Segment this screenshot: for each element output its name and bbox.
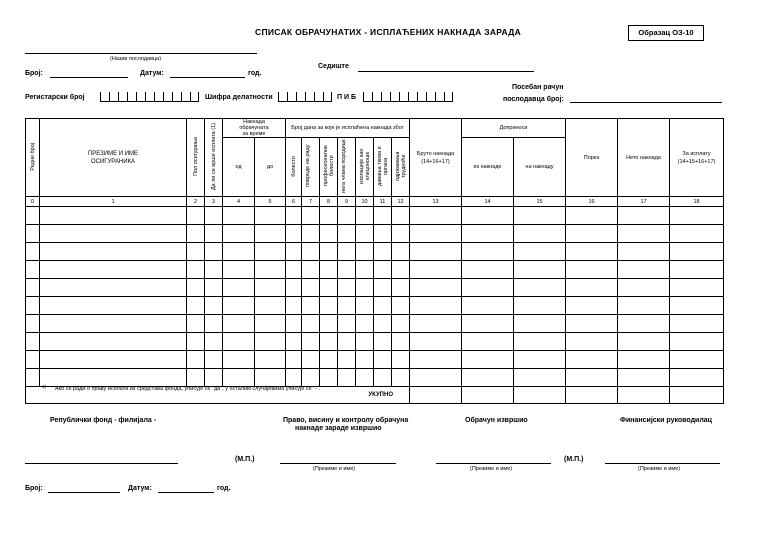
form-code: Образац ОЗ-10 xyxy=(638,28,694,37)
footer-date-line[interactable] xyxy=(158,492,214,493)
col-ordinal: Редни број xyxy=(26,119,40,197)
col-name: ПРЕЗИМЕ И ИМЕ ОСИГУРАНИКА xyxy=(40,119,187,197)
footnote-text: Ако се ради о праву исплати из средстава фонда, уписује се "да", у осталим случајевима уписује се "-". xyxy=(55,386,321,392)
activity-code-boxes[interactable] xyxy=(278,92,332,102)
footnote-marker: 1) xyxy=(42,384,47,389)
page-title: СПИСАК ОБРАЧУНАТИХ - ИСПЛАЋЕНИХ НАКНАДА ЗАРАДА xyxy=(255,27,522,37)
col-net: Нето накнада xyxy=(618,119,670,197)
table-row[interactable] xyxy=(26,243,724,261)
compensation-table xyxy=(25,118,724,404)
caption-1: (Презиме и име) xyxy=(313,466,356,472)
group-compensation-period: Накнада обрачуната за време xyxy=(223,119,286,138)
calculated-signature-line[interactable] xyxy=(436,463,551,464)
table-row[interactable] xyxy=(26,351,724,369)
number-line[interactable] xyxy=(50,77,128,78)
col-contrib-on: на накнаду xyxy=(514,138,566,197)
fund-signature-line[interactable] xyxy=(25,463,178,464)
footer-number-label: Број: xyxy=(25,485,43,492)
fund-label: Републички фонд - филијала - xyxy=(50,417,157,424)
footer-date-label: Датум: xyxy=(128,485,152,492)
col-work-injury: повреде на раду xyxy=(302,138,320,197)
year-suffix: год. xyxy=(248,70,262,77)
col-leave-for-child: одржавања трудноће xyxy=(392,138,410,197)
special-account-label-2: послодавца број: xyxy=(503,96,564,103)
number-label: Број: xyxy=(25,70,43,77)
col-tax: Порез xyxy=(566,119,618,197)
seat-line[interactable] xyxy=(358,71,534,72)
caption-3: (Презиме и име) xyxy=(638,466,681,472)
date-line[interactable] xyxy=(170,77,245,78)
col-to: до xyxy=(255,138,286,197)
special-account-label-1: Посебан рачун xyxy=(512,84,564,91)
form-code-box xyxy=(628,25,704,41)
col-paid-from-fund: Да ли се врши исплата (1) xyxy=(205,119,223,197)
stamp-2: (М.П.) xyxy=(564,456,584,463)
footer-year-suffix: год. xyxy=(217,485,231,492)
table-row[interactable] xyxy=(26,207,724,225)
table-row[interactable] xyxy=(26,225,724,243)
pib-label: П И Б xyxy=(337,94,356,101)
table-row[interactable] xyxy=(26,297,724,315)
finance-signature-line[interactable] xyxy=(605,463,720,464)
table-row[interactable] xyxy=(26,369,724,387)
column-numbers-row: 0 1 2 3 4 5 6 7 8 9 10 11 12 13 14 15 16 17 18 xyxy=(26,197,724,207)
total-label: УКУПНО xyxy=(26,387,410,404)
table-row[interactable] xyxy=(26,333,724,351)
col-contrib-from: из накнаде xyxy=(462,138,514,197)
table-row[interactable] xyxy=(26,261,724,279)
table-row[interactable] xyxy=(26,315,724,333)
col-blood-donation: давања ткива и органа xyxy=(374,138,392,197)
finance-label: Финансијски руководилац xyxy=(620,417,712,424)
group-contributions: Доприноси xyxy=(462,119,566,138)
group-days: Број дана за које је исплаћена накнада због xyxy=(286,119,410,138)
caption-2: (Презиме и име) xyxy=(470,466,513,472)
col-from: од xyxy=(223,138,255,197)
col-gross: Бруто накнада (14+16+17) xyxy=(410,119,462,197)
date-label: Датум: xyxy=(140,70,164,77)
table-row[interactable] xyxy=(26,279,724,297)
pib-boxes[interactable] xyxy=(363,92,453,102)
verified-label-2: накнаде зараде извршио xyxy=(295,425,382,432)
col-insurance-basis: Пол осигурања xyxy=(187,119,205,197)
employer-name-caption: (Назив послодавца) xyxy=(110,56,162,62)
col-occupational-disease: професионалне болести xyxy=(320,138,338,197)
reg-number-label: Регистарски број xyxy=(25,94,85,101)
col-isolation: изолације као клицоноше xyxy=(356,138,374,197)
employer-name-line[interactable] xyxy=(25,53,257,54)
verified-signature-line[interactable] xyxy=(280,463,396,464)
special-account-line[interactable] xyxy=(570,102,722,103)
seat-label: Седиште xyxy=(318,63,349,70)
col-payout: За исплату (14+15+16+17) xyxy=(670,119,724,197)
verified-label-1: Право, висину и контролу обрачуна xyxy=(283,417,409,424)
col-maternity-leave: нега члана породице xyxy=(338,138,356,197)
activity-code-label: Шифра делатности xyxy=(205,94,273,101)
reg-number-boxes[interactable] xyxy=(100,92,199,102)
col-illness: болести xyxy=(286,138,302,197)
stamp-1: (М.П.) xyxy=(235,456,255,463)
calculated-label: Обрачун извршио xyxy=(465,417,528,424)
footer-number-line[interactable] xyxy=(48,492,120,493)
